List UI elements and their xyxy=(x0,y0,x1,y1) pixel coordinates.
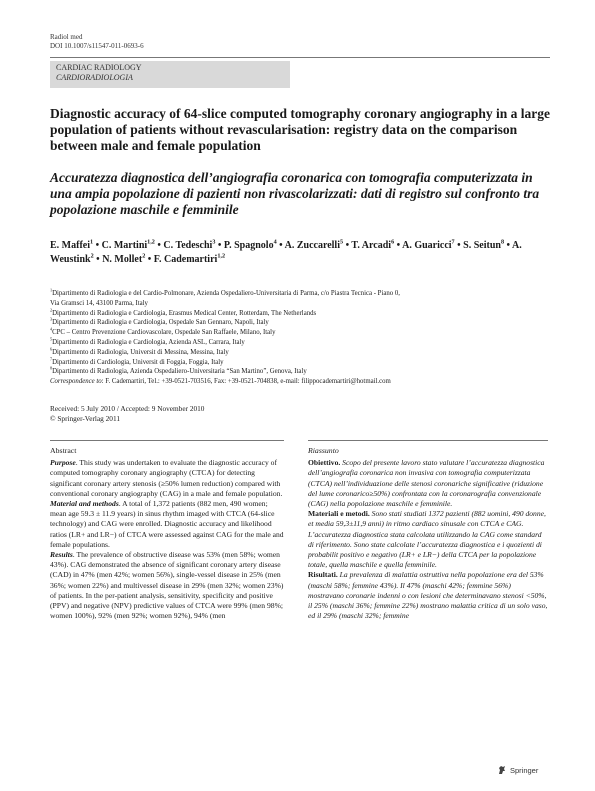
author-affil-sup: 8 xyxy=(500,238,505,246)
author-separator: • xyxy=(454,240,464,251)
affiliation-sup: 3 xyxy=(50,317,53,323)
affiliation-sup: 6 xyxy=(50,346,53,352)
affiliation-sup: 4 xyxy=(50,326,53,332)
affiliation-line xyxy=(50,309,550,319)
affiliation-text: Dipartimento di Radiologia e del Cardio-Polmonare, Azienda Ospedaliero-Universitaria di Parma, c/o Piastra Tecnica - Piano 0, xyxy=(52,290,400,297)
abstract-paragraph xyxy=(308,570,548,621)
header-rule xyxy=(50,57,550,58)
abstract-it xyxy=(308,446,548,621)
author-separator: • xyxy=(93,254,103,265)
paragraph-text: Scopo del presente lavoro stato valutare l’accuratezza diagnostica dell’angiografia coronarica non invasiva con tomografia computerizzata (CTCA) nell’individuazione delle stenosi coronariche significative (riduzione del lume coronarico≥50%) confrontata con la coronarografia convenzionale (CAG) nella popolazione maschile e femminile. xyxy=(308,458,545,509)
affiliation-line xyxy=(50,289,550,299)
abstract-it-body xyxy=(308,458,548,621)
publisher-logo xyxy=(497,765,538,775)
abstract-paragraph xyxy=(50,499,284,550)
author-separator: • xyxy=(154,240,164,251)
abstract-rule-right xyxy=(308,440,548,441)
affiliation-list xyxy=(50,289,550,377)
affiliation-text: Dipartimento di Radiologia, Azienda Ospedaliero-Universitaria “San Martino”, Genova, Italy xyxy=(52,368,307,376)
article-title-it: Accuratezza diagnostica dell’angiografia coronarica con tomografia computerizzata in una ampia popolazione di pazienti non rivascolarizzati: dati di registro sul confronto tra popolazione maschile e femminile xyxy=(50,170,540,217)
abstract-paragraph xyxy=(308,458,548,509)
author-separator: • xyxy=(276,240,285,251)
affiliation-line xyxy=(50,367,550,377)
author-affil-sup: 6 xyxy=(391,238,395,246)
author-name: C. Martini xyxy=(101,240,148,251)
affiliation-line xyxy=(50,328,550,338)
correspondence-text: : F. Cademartiri, Tel.: +39-0521-703516, Fax: +39-0521-704838, e-mail: filippocademartiri@hotmail.com xyxy=(101,378,391,386)
author-separator: • xyxy=(93,240,102,251)
author-separator: • xyxy=(343,240,352,251)
author-separator: • xyxy=(215,240,224,251)
author-name: E. Maffei xyxy=(50,240,90,251)
abstract-en xyxy=(50,446,284,621)
received-accepted: Received: 5 July 2010 / Accepted: 9 November 2010 xyxy=(50,404,205,413)
abstract-paragraph xyxy=(50,550,284,621)
section-label-en: CARDIAC RADIOLOGY xyxy=(56,63,142,72)
affiliation-text: Via Gramsci 14, 43100 Parma, Italy xyxy=(50,299,148,307)
affiliation-sup: 7 xyxy=(50,356,53,362)
publisher-name: Springer xyxy=(510,765,539,775)
copyright: © Springer-Verlag 2011 xyxy=(50,413,120,423)
affiliation-text: Dipartimento di Radiologia e Cardiologia, Ospedale San Gennaro, Napoli, Italy xyxy=(52,319,269,327)
author-affil-sup: 2 xyxy=(90,252,94,260)
author-name: N. Mollet xyxy=(102,254,143,265)
affiliation-text: Dipartimento di Radiologia e Cardiologia, Erasmus Medical Center, Rotterdam, The Netherlands xyxy=(52,309,317,317)
affiliation-sup: 8 xyxy=(50,366,53,372)
affiliation-text: CPC – Centro Prevenzione Cardiovascolare, Ospedale San Raffaele, Milano, Italy xyxy=(52,329,276,337)
doi: DOI 10.1007/s11547-011-0693-6 xyxy=(50,42,144,50)
paragraph-text: . The prevalence of obstructive disease was 53% (men 58%; women 43%). CAG demonstrated the absence of significant coronary artery disease (CAD) in 47% (men 42%; women 56%), single-vessel disease in 25% (men 36%; women 22%) and multivessel disease in 29% (men 32%; women 23%) of patients. In the per-patient analysis, sensitivity, specificity and positive (PPV) and negative (NPV) predictive values of CTCA were 99% (men 98%; women 100%), 92% (men 92%; women 92%), 94% (men xyxy=(50,550,284,621)
abstract-en-body xyxy=(50,458,284,621)
paragraph-text: . A total of 1,372 patients (882 men, 490 women; mean age 59.3 ± 11.9 years) in sinus rhythm imaged with CTCA (64-slice technology) and CAG were enrolled. Diagnostic accuracy and likelihood ratios (LR+ and LR−) of CTCA were assessed against CAG for the male and female populations. xyxy=(50,499,284,549)
author-affil-sup: 1,2 xyxy=(217,252,226,260)
riassunto-heading: Riassunto xyxy=(308,446,339,455)
affiliation-line xyxy=(50,338,550,348)
paragraph-lead: Material and methods xyxy=(50,499,119,509)
abstract-heading: Abstract xyxy=(50,446,77,455)
author-affil-sup: 4 xyxy=(273,238,277,246)
abstract-rule-left xyxy=(50,440,284,441)
author-name: C. Tedeschi xyxy=(163,240,213,251)
paragraph-lead: Risultati. xyxy=(308,570,338,580)
springer-horse-icon xyxy=(497,765,507,775)
paragraph-text: Sono stati studiati 1372 pazienti (882 uomini, 490 donne, et media 59,3±11,9 anni) in ritmo cardiaco sinusale con CTCA e CAG. L’accuratezza diagnostica stata calcolata utilizzando la CAG come standard di riferimento. Sono state calcolate l’accuratezza diagnostica e i quozienti di probabilit positivo e negativo (LR+ e LR−) della CTCA per la popolazione totale, quella maschile e quella femminile. xyxy=(308,509,546,570)
affiliation-sup: 1 xyxy=(50,287,53,293)
author-name: A. Guaricci xyxy=(402,240,452,251)
paragraph-text: La prevalenza di malattia ostruttiva nella popolazione era del 53% (maschi 58%; femmine 43%). Il 47% (maschi 42%; femmine 56%) mostravano coronarie indenni o con lesioni che determinavano stenosi <50%, il 25% (maschi 36%; femmine 22%) mostrano malattia critica di un solo vaso, ed il 29% (maschi 32%; femmine xyxy=(308,570,548,621)
affiliations xyxy=(50,289,550,387)
author-name: F. Cademartiri xyxy=(153,254,218,265)
author-separator: • xyxy=(145,254,154,265)
affiliation-sup: 5 xyxy=(50,336,53,342)
author-affil-sup: 3 xyxy=(212,238,216,246)
article-dates xyxy=(50,404,204,424)
article-title-en: Diagnostic accuracy of 64-slice computed tomography coronary angiography in a large population of patients without revascularisation: registry data on the comparison between male and female population xyxy=(50,106,550,153)
author-affil-sup: 1 xyxy=(90,238,94,246)
author-list xyxy=(50,239,555,267)
author-separator: • xyxy=(504,240,512,251)
paragraph-lead: Results xyxy=(50,550,73,560)
correspondence-label: Correspondence to xyxy=(50,378,102,386)
affiliation-line xyxy=(50,358,550,368)
author-name: T. Arcadi xyxy=(351,240,392,251)
section-label xyxy=(50,61,290,88)
journal-name: Radiol med xyxy=(50,33,83,41)
journal-header xyxy=(50,33,144,51)
abstract-paragraph xyxy=(50,458,284,499)
author-name: A. Weustink xyxy=(50,240,522,265)
author-separator: • xyxy=(394,240,403,251)
paragraph-lead: Materiali e metodi. xyxy=(308,509,370,519)
affiliation-line xyxy=(50,318,550,328)
affiliation-line xyxy=(50,299,550,309)
author-affil-sup: 1,2 xyxy=(147,238,155,246)
author-name: P. Spagnolo xyxy=(223,240,274,251)
abstract-paragraph xyxy=(308,509,548,570)
affiliation-text: Dipartimento di Cardiologia, Universit di Foggia, Foggia, Italy xyxy=(52,358,224,366)
section-label-it: CARDIORADIOLOGIA xyxy=(56,72,133,82)
author-affil-sup: 7 xyxy=(451,238,455,246)
affiliation-sup: 2 xyxy=(50,307,53,313)
author-affil-sup: 5 xyxy=(340,238,344,246)
paragraph-lead: Purpose xyxy=(50,458,76,468)
affiliation-line xyxy=(50,348,550,358)
paragraph-lead: Obiettivo. xyxy=(308,458,341,468)
author-name: A. Zuccarelli xyxy=(284,240,340,251)
affiliation-text: Dipartimento di Radiologia e Cardiologia, Azienda ASL, Carrara, Italy xyxy=(52,338,245,346)
paragraph-text: . This study was undertaken to evaluate the diagnostic accuracy of computed tomography coronary angiography (CTCA) for detecting significant coronary artery stenosis (≥50% lumen reduction) compared with conventional coronary angiography (CAG) in a male and female population. xyxy=(50,458,283,498)
author-affil-sup: 2 xyxy=(142,252,146,260)
affiliation-text: Dipartimento di Radiologia, Universit di Messina, Messina, Italy xyxy=(52,348,229,356)
correspondence xyxy=(50,377,550,387)
author-name: S. Seitun xyxy=(463,240,501,251)
